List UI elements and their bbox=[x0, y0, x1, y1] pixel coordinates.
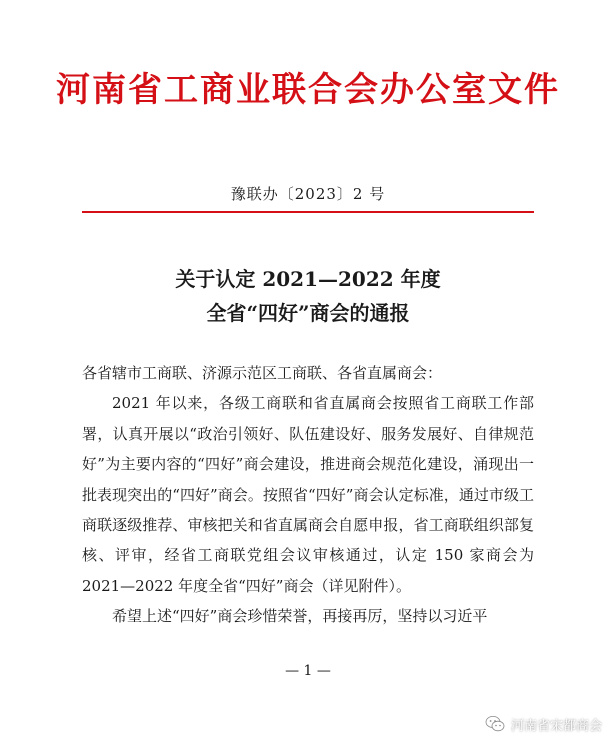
document-title: 河南省工商业联合会办公室文件 bbox=[56, 70, 560, 110]
body-paragraph-2: 希望上述“四好”商会珍惜荣誉，再接再厉，坚持以习近平 bbox=[112, 607, 488, 626]
page-number: — 1 — bbox=[285, 663, 331, 679]
document-body bbox=[82, 358, 534, 632]
notice-title-line-2: 全省“四好”商会的通报 bbox=[206, 301, 410, 325]
salutation: 各省辖市工商联、济源示范区工商联、各省直属商会： bbox=[82, 364, 443, 382]
notice-title bbox=[0, 262, 616, 330]
wechat-icon bbox=[485, 715, 505, 733]
body-paragraph-1: 2021 年以来，各级工商联和省直属商会按照省工商联工作部署，认真开展以“政治引领好、队伍建设好、服务发展好、自律规范好”为主要内容的“四好”商会建设，推进商会规范化建设，涌现出一批表现突出的“四好”商会。按照省“四好”商会认定标准，通过市级工商联逐级推荐、审核把关和省直属商会自愿申报，省工商联组织部复核、评审，经省工商联党组会议审核通过，认定 150 家商会为 2021—2022 年度全省“四好”商会（详见附件）。 bbox=[82, 394, 534, 595]
document-number: 豫联办〔2023〕2 号 bbox=[230, 185, 386, 203]
red-divider-line bbox=[82, 211, 534, 213]
watermark-text: 河南省宋都商会 bbox=[510, 718, 602, 734]
watermark bbox=[485, 714, 602, 734]
notice-title-line-1: 关于认定 2021—2022 年度 bbox=[175, 267, 441, 291]
